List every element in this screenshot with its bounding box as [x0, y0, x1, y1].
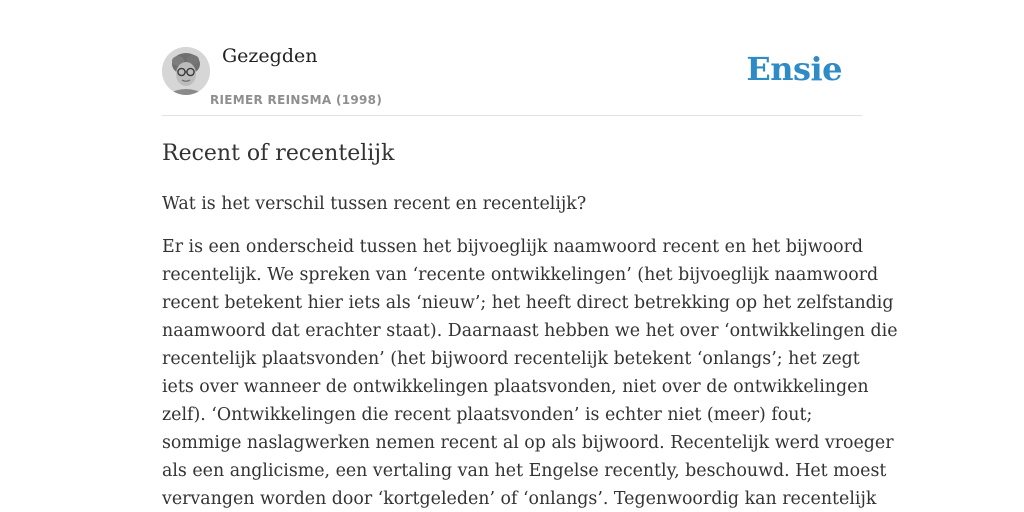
body-line: Er is een onderscheid tussen het bijvoeglijk naamwoord recent en het bijwoord [162, 237, 864, 257]
body-line: sommige naslagwerken nemen recent al op als bijwoord. Recentelijk werd vroeger [162, 433, 894, 453]
body-line: naamwoord dat erachter staat). Daarnaast hebben we het over ‘ontwikkelingen die [162, 321, 898, 341]
author-avatar[interactable] [162, 47, 210, 95]
body-line: recentelijk. We spreken van ‘recente ontwikkelingen’ (het bijvoeglijk naamwoord [162, 265, 879, 285]
ensie-logo-link[interactable]: Ensie [746, 50, 842, 88]
entry-question: Wat is het verschil tussen recent en recentelijk? [162, 194, 587, 214]
book-author[interactable]: RIEMER REINSMA (1998) [210, 93, 383, 107]
body-line: recent betekent hier iets als ‘nieuw’; het heeft direct betrekking op het zelfstandig [162, 293, 894, 313]
header [162, 0, 862, 116]
entry-body [162, 233, 898, 512]
body-line: recentelijk plaatsvonden’ (het bijwoord recentelijk betekent ‘onlangs’; het zegt [162, 349, 860, 369]
entry-content [162, 138, 898, 512]
body-line: vervangen worden door ‘kortgeleden’ of ‘onlangs’. Tegenwoordig kan recentelijk [162, 489, 877, 509]
entry-title: Recent of recentelijk [162, 141, 395, 166]
body-line: als een anglicisme, een vertaling van het Engelse recently, beschouwd. Het moest [162, 461, 887, 481]
book-title[interactable]: Gezegden [222, 45, 318, 67]
body-line: iets over wanneer de ontwikkelingen plaatsvonden, niet over de ontwikkelingen [162, 377, 869, 397]
body-line: zelf). ‘Ontwikkelingen die recent plaatsvonden’ is echter niet (meer) fout; [162, 405, 813, 425]
author-portrait-icon [162, 47, 210, 95]
